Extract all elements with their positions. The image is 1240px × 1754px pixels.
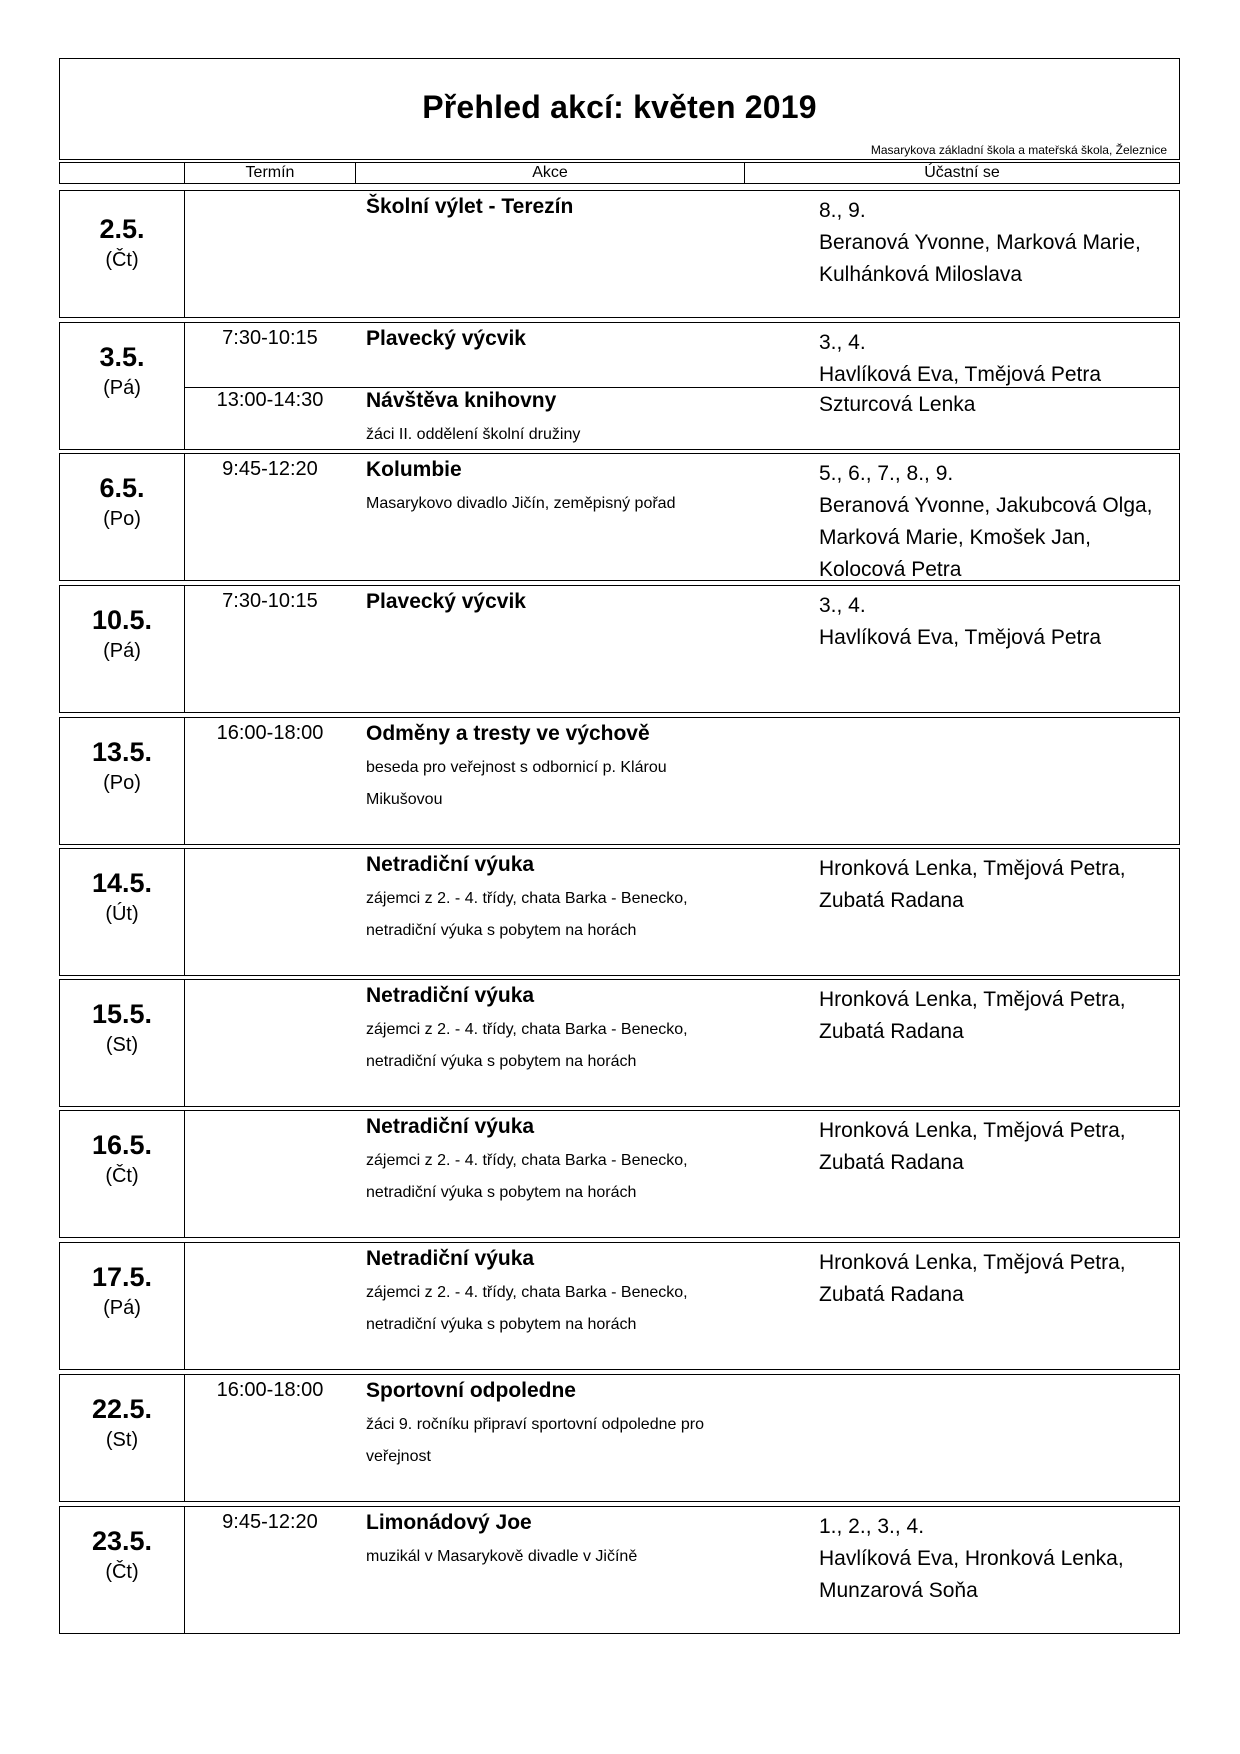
day-block (59, 1110, 1180, 1238)
day-date: 14.5. (91, 868, 153, 898)
event-participants (819, 984, 1189, 1048)
date-divider (184, 1243, 185, 1369)
event-description: zájemci z 2. - 4. třídy, chata Barka - Benecko, netradiční výuka s pobytem na horách (366, 1021, 688, 1070)
column-header-participants: Účastní se (924, 164, 1000, 181)
day-weekday: (Pá) (103, 640, 141, 662)
event-name: Kolumbie (366, 458, 462, 481)
event-name: Odměny a tresty ve výchově (366, 722, 650, 745)
day-block (59, 1242, 1180, 1370)
participant-line: Kulhánková Miloslava (819, 263, 1023, 286)
day-block (59, 585, 1180, 713)
event-participants (819, 327, 1189, 391)
day-weekday: (Čt) (105, 1165, 139, 1187)
day-weekday: (St) (105, 1034, 139, 1056)
event-participants (819, 1511, 1189, 1607)
day-date: 2.5. (99, 214, 145, 244)
event-name: Plavecký výcvik (366, 327, 526, 350)
column-header-action: Akce (532, 164, 568, 181)
event-description: muzikál v Masarykově divadle v Jičíně (366, 1548, 638, 1565)
participant-line: Havlíková Eva, Tmějová Petra (819, 626, 1102, 649)
event-name: Netradiční výuka (366, 1115, 535, 1138)
page-header (59, 58, 1180, 160)
event-description: Masarykovo divadlo Jičín, zeměpisný pořad (366, 495, 676, 512)
participant-line: Beranová Yvonne, Marková Marie, (819, 231, 1141, 254)
day-date-cell (60, 736, 184, 798)
participant-line: Havlíková Eva, Hronková Lenka, (819, 1547, 1124, 1570)
day-weekday: (Pá) (103, 1297, 141, 1319)
day-date: 15.5. (91, 999, 153, 1029)
day-date-cell (60, 604, 184, 666)
column-header-row (59, 162, 1180, 184)
day-date-cell (60, 1393, 184, 1455)
day-weekday: (Út) (105, 903, 139, 925)
day-date-cell (60, 1129, 184, 1191)
day-date: 10.5. (91, 605, 153, 635)
event-time: 16:00-18:00 (216, 722, 324, 744)
day-date-cell (60, 472, 184, 534)
day-date-cell (60, 867, 184, 929)
day-block (59, 190, 1180, 318)
event-participants (819, 1115, 1189, 1179)
day-date-cell (60, 213, 184, 275)
event-name: Limonádový Joe (366, 1511, 532, 1534)
participant-line: Zubatá Radana (819, 1020, 964, 1043)
event-description: beseda pro veřejnost s odbornicí p. Klárou Mikušovou (366, 759, 667, 808)
day-date: 6.5. (99, 473, 145, 503)
day-date-cell (60, 1261, 184, 1323)
day-weekday: (Čt) (105, 1561, 139, 1583)
event-name: Plavecký výcvik (366, 590, 526, 613)
event-description: zájemci z 2. - 4. třídy, chata Barka - Benecko, netradiční výuka s pobytem na horách (366, 1152, 688, 1201)
participant-line: Hronková Lenka, Tmějová Petra, (819, 1251, 1126, 1274)
event-name: Netradiční výuka (366, 984, 535, 1007)
event-description: zájemci z 2. - 4. třídy, chata Barka - Benecko, netradiční výuka s pobytem na horách (366, 890, 688, 939)
day-date: 17.5. (91, 1262, 153, 1292)
participant-line: 3., 4. (819, 594, 866, 617)
day-date: 22.5. (91, 1394, 153, 1424)
event-participants (819, 195, 1189, 291)
day-date-cell (60, 998, 184, 1060)
day-block (59, 322, 1180, 450)
event-time: 7:30-10:15 (222, 327, 318, 349)
day-block (59, 453, 1180, 581)
day-weekday: (St) (105, 1429, 139, 1451)
day-block (59, 848, 1180, 976)
day-block (59, 717, 1180, 845)
participant-line: Szturcová Lenka (819, 393, 976, 416)
participant-line: Beranová Yvonne, Jakubcová Olga, (819, 494, 1153, 517)
day-date: 16.5. (91, 1130, 153, 1160)
participant-line: Zubatá Radana (819, 1151, 964, 1174)
participant-line: 5., 6., 7., 8., 9. (819, 462, 954, 485)
event-description: žáci 9. ročníku připraví sportovní odpoledne pro veřejnost (366, 1416, 704, 1465)
event-name: Sportovní odpoledne (366, 1379, 576, 1402)
date-divider (184, 849, 185, 975)
participant-line: Hronková Lenka, Tmějová Petra, (819, 857, 1126, 880)
participant-line: Zubatá Radana (819, 1283, 964, 1306)
event-time: 9:45-12:20 (222, 1511, 318, 1533)
participant-line: Havlíková Eva, Tmějová Petra (819, 363, 1102, 386)
day-date: 13.5. (91, 737, 153, 767)
participant-line: Hronková Lenka, Tmějová Petra, (819, 988, 1126, 1011)
event-name: Školní výlet - Terezín (366, 195, 574, 218)
day-date: 3.5. (99, 342, 145, 372)
page-title: Přehled akcí: květen 2019 (422, 89, 817, 125)
participant-line: 3., 4. (819, 331, 866, 354)
participant-line: 8., 9. (819, 199, 866, 222)
participant-line: 1., 2., 3., 4. (819, 1515, 925, 1538)
event-name: Netradiční výuka (366, 1247, 535, 1270)
participant-line: Zubatá Radana (819, 889, 964, 912)
event-time: 9:45-12:20 (222, 458, 318, 480)
day-weekday: (Po) (103, 772, 141, 794)
day-weekday: (Po) (103, 508, 141, 530)
event-name: Netradiční výuka (366, 853, 535, 876)
day-date-cell (60, 341, 184, 403)
participant-line: Hronková Lenka, Tmějová Petra, (819, 1119, 1126, 1142)
event-time: 16:00-18:00 (216, 1379, 324, 1401)
event-description: zájemci z 2. - 4. třídy, chata Barka - Benecko, netradiční výuka s pobytem na horách (366, 1284, 688, 1333)
event-participants (819, 590, 1189, 654)
date-divider (184, 1111, 185, 1237)
event-participants (819, 389, 1189, 421)
event-participants (819, 1247, 1189, 1311)
day-block (59, 1374, 1180, 1502)
day-date: 23.5. (91, 1526, 153, 1556)
day-date-cell (60, 1525, 184, 1587)
event-name: Návštěva knihovny (366, 389, 557, 412)
day-weekday: (Pá) (103, 377, 141, 399)
event-participants (819, 458, 1189, 586)
participant-line: Munzarová Soňa (819, 1579, 978, 1602)
event-participants (819, 853, 1189, 917)
date-divider (184, 980, 185, 1106)
day-weekday: (Čt) (105, 249, 139, 271)
date-divider (184, 191, 185, 317)
participant-line: Kolocová Petra (819, 558, 962, 581)
day-block (59, 979, 1180, 1107)
school-name: Masarykova základní škola a mateřská škola, Železnice (870, 143, 1167, 157)
event-description: žáci II. oddělení školní družiny (366, 426, 581, 443)
event-time: 13:00-14:30 (216, 389, 324, 411)
column-header-term: Termín (245, 164, 295, 181)
participant-line: Marková Marie, Kmošek Jan, (819, 526, 1091, 549)
day-block (59, 1506, 1180, 1634)
event-time: 7:30-10:15 (222, 590, 318, 612)
